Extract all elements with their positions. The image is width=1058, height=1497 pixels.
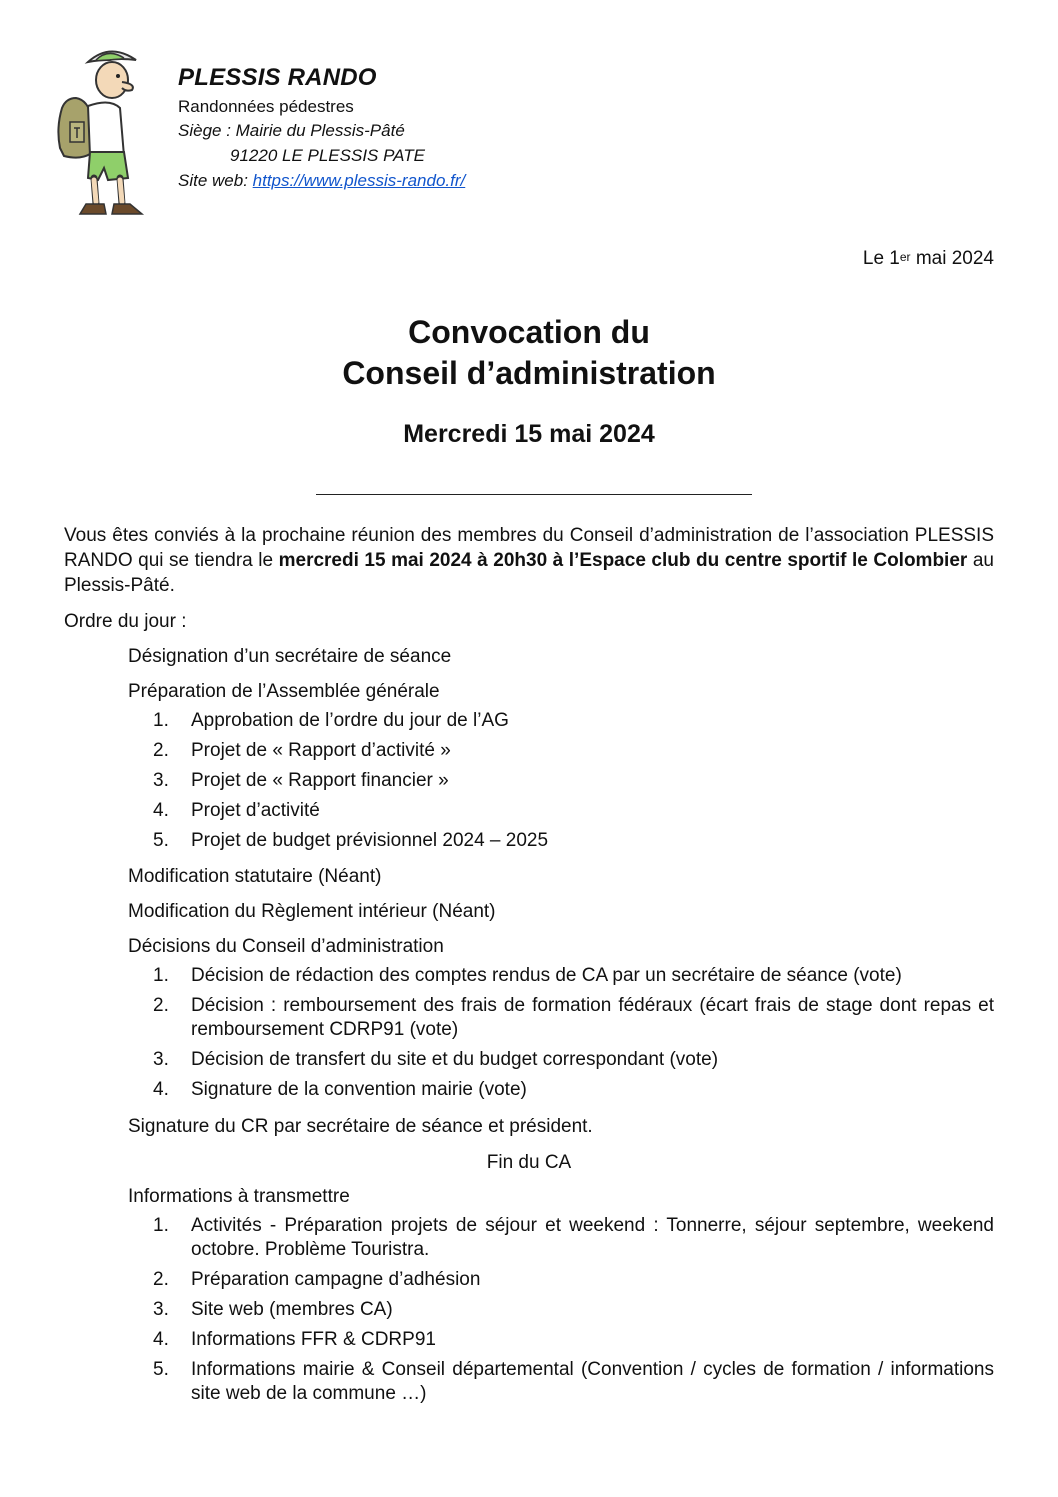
date-suffix: mai 2024 [910,248,994,269]
org-name: PLESSIS RANDO [178,64,377,91]
list-item: 4. Signature de la convention mairie (vote) [153,1079,527,1100]
agenda-section-4: Modification du Règlement intérieur (Néant) [128,901,496,922]
title-line-1: Convocation du [408,314,650,350]
list-item: 3. Site web (membres CA) [153,1299,393,1320]
list-item: 1. Décision de rédaction des comptes rendus de CA par un secrétaire de séance (vote) [153,965,902,986]
list-item: 4. Projet d’activité [153,800,320,821]
list-item: 2. Projet de « Rapport d’activité » [153,740,451,761]
agenda-section-3: Modification statutaire (Néant) [128,866,382,887]
intro-paragraph [64,523,994,598]
list-item: 5. Informations mairie & Conseil départemental (Convention / cycles de formation / informations site web de la commune …) [153,1359,994,1404]
agenda-section-2: Préparation de l’Assemblée générale [128,681,440,702]
intro-bold: mercredi 15 mai 2024 à 20h30 à l’Espace club du centre sportif le Colombier [278,550,968,571]
list-item: 4. Informations FFR & CDRP91 [153,1329,436,1350]
list-item: 1. Activités - Préparation projets de séjour et weekend : Tonnerre, séjour septembre, weekend octobre. Problème Touristra. [153,1215,994,1260]
org-seat: Siège : Mairie du Plessis-Pâté [178,121,405,140]
date-prefix: Le 1 [862,248,900,269]
website-link[interactable]: https://www.plessis-rando.fr/ [252,171,466,190]
list-item: 1. Approbation de l’ordre du jour de l’AG [153,710,509,731]
list-item: 2. Préparation campagne d’adhésion [153,1269,481,1290]
document-date [863,248,994,270]
intro-text-2: au Plessis-Pâté. [64,550,994,596]
title-line-2: Conseil d’administration [342,355,716,391]
agenda-section-5: Décisions du Conseil d’administration [128,936,444,957]
separator-line [316,494,752,495]
end-of-meeting: Fin du CA [486,1152,572,1173]
agenda-section-1: Désignation d’un secrétaire de séance [128,646,452,667]
agenda-section-7: Informations à transmettre [128,1186,350,1207]
org-website [178,171,465,191]
agenda-section-6: Signature du CR par secrétaire de séance et président. [128,1116,593,1137]
intro-text-1: Vous êtes conviés à la prochaine réunion des membres du Conseil d’administration de l’association PLESSIS RANDO qui se tiendra le [64,525,994,571]
list-item: 2. Décision : remboursement des frais de formation fédéraux (écart frais de stage dont repas et remboursement CDRP91 (vote) [153,995,994,1040]
list-item: 5. Projet de budget prévisionnel 2024 – 2025 [153,830,549,851]
org-postal: 91220 LE PLESSIS PATE [230,146,425,165]
hiker-logo-icon [50,38,160,228]
list-item: 3. Projet de « Rapport financier » [153,770,449,791]
website-prefix: Site web: [178,171,253,190]
list-item: 3. Décision de transfert du site et du budget correspondant (vote) [153,1049,719,1070]
meeting-date-subtitle: Mercredi 15 mai 2024 [403,420,655,448]
date-sup: er [899,250,911,264]
agenda-label: Ordre du jour : [64,611,187,632]
org-tagline: Randonnées pédestres [178,97,354,116]
